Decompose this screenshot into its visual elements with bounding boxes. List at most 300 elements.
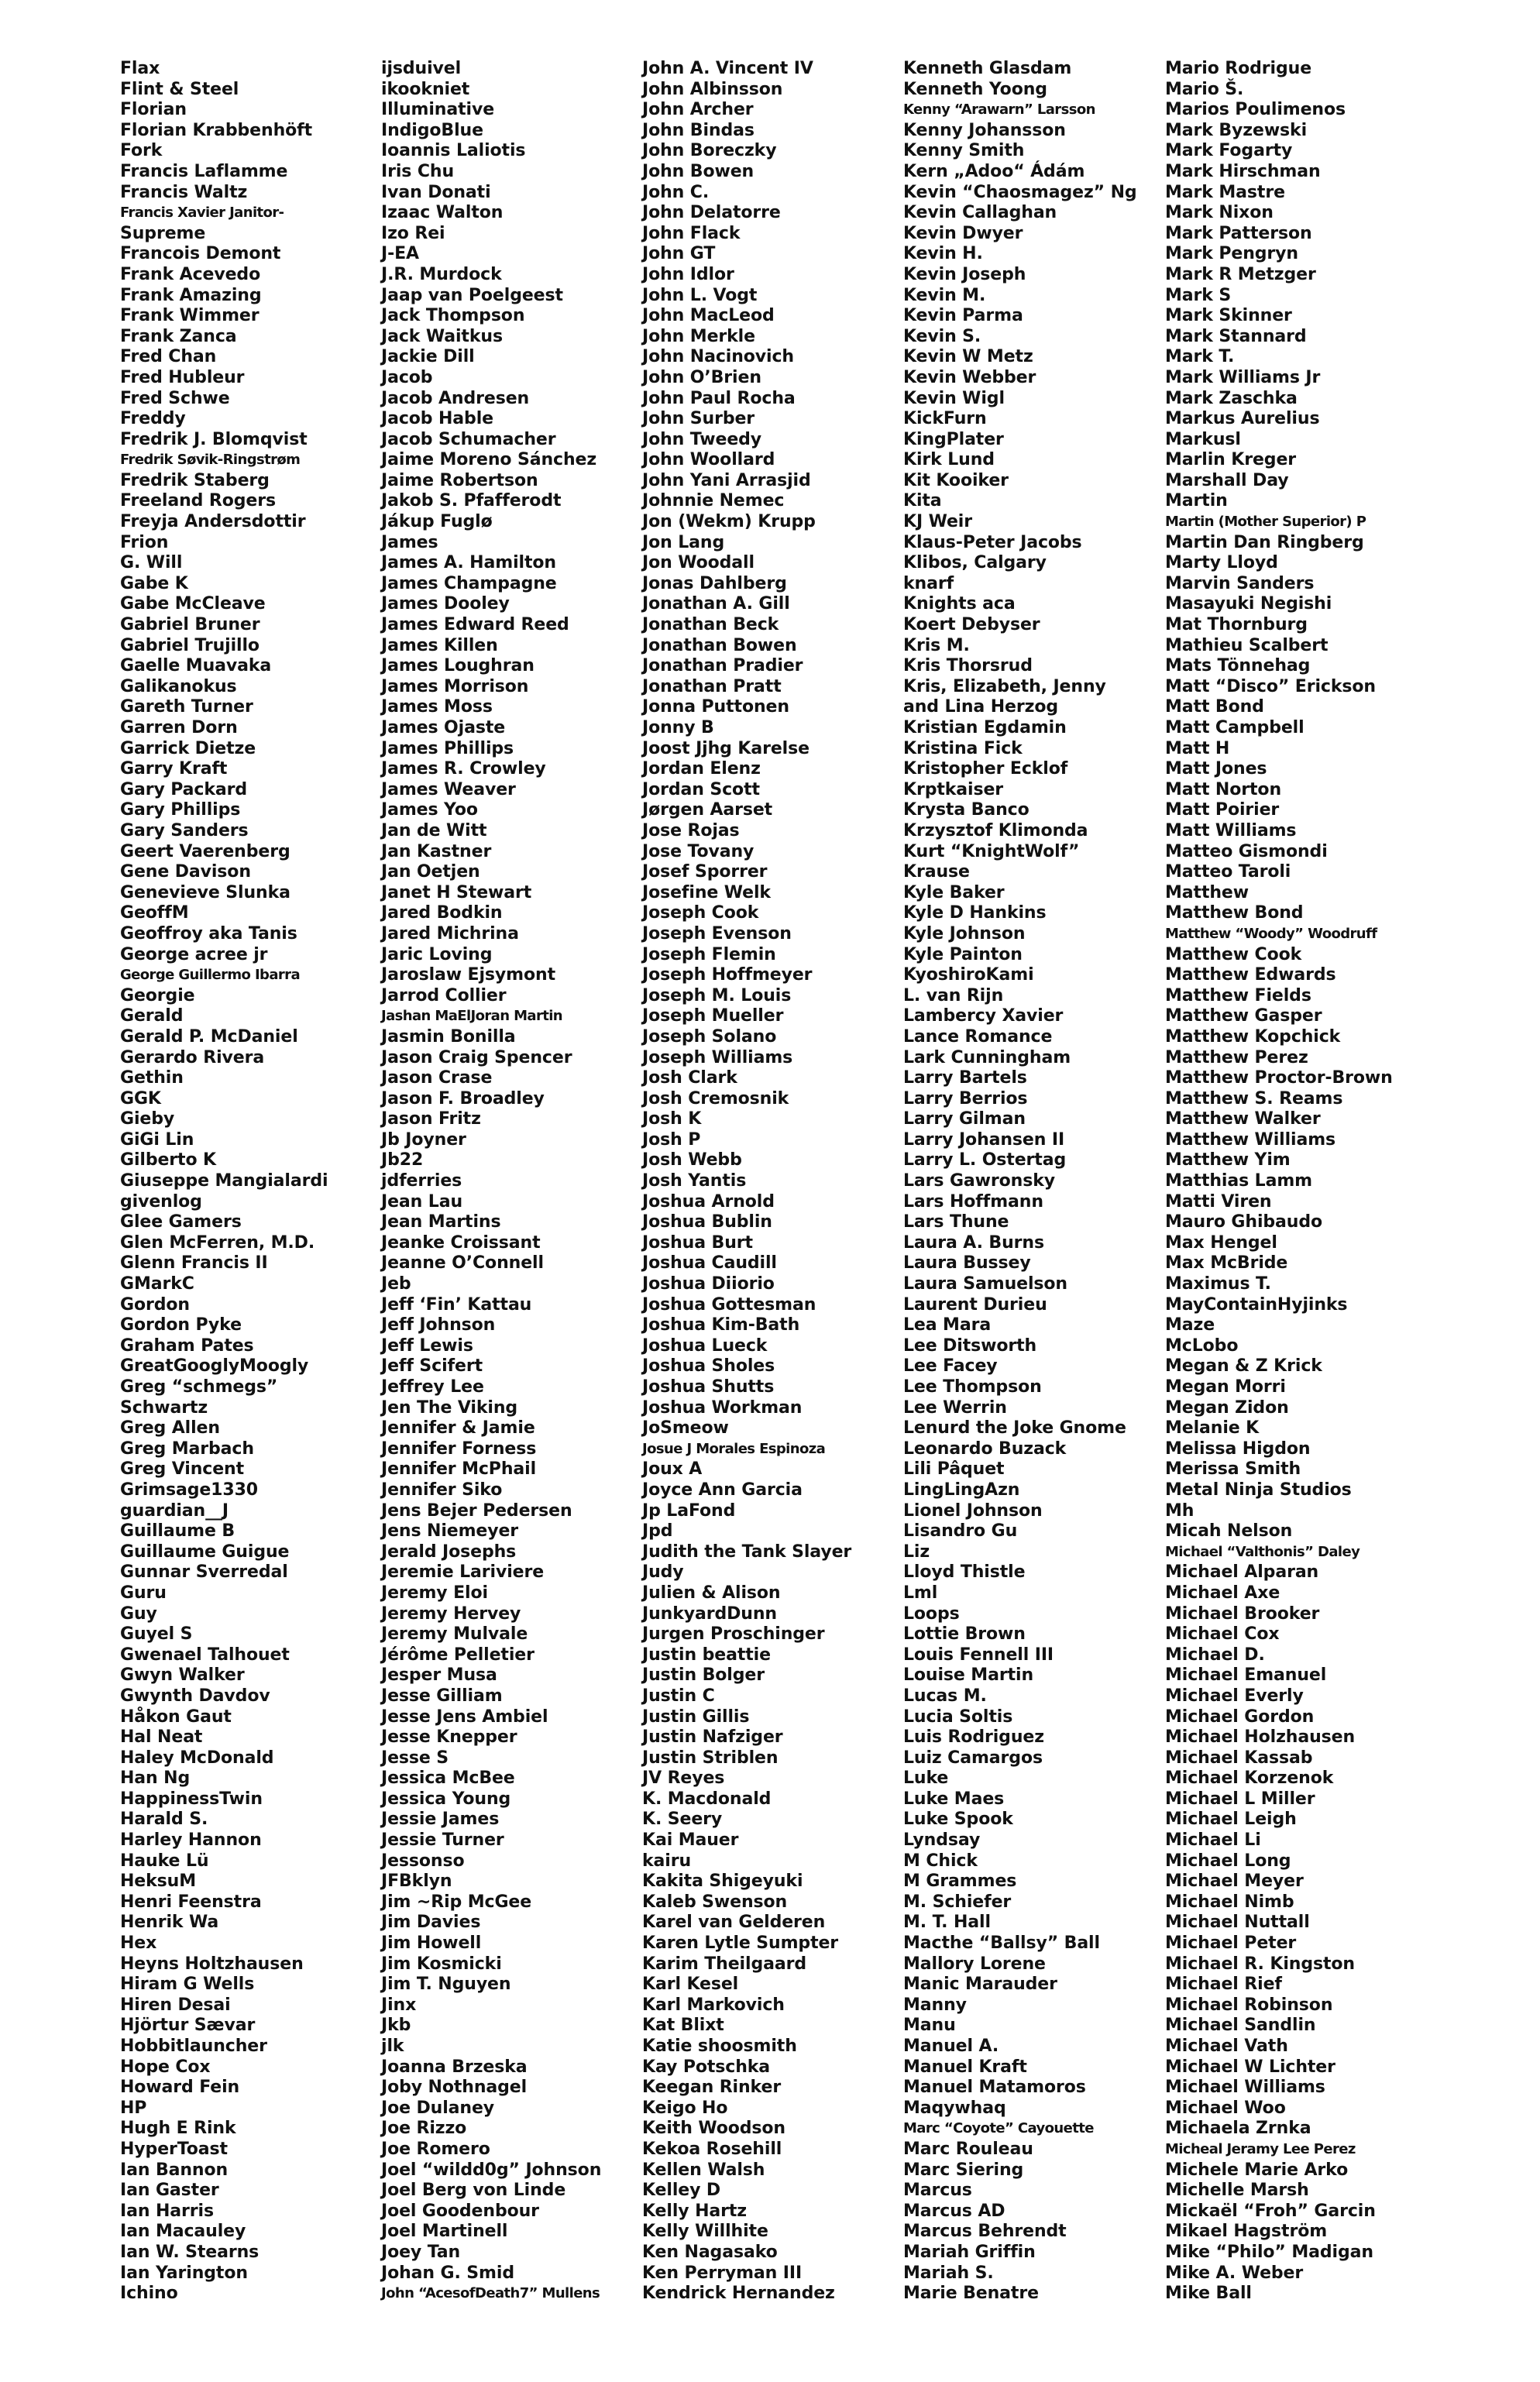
name-entry: jdferries xyxy=(381,1171,462,1191)
name-entry: Izaac Walton xyxy=(381,203,504,223)
name-entry: Marty Lloyd xyxy=(1165,553,1278,573)
name-entry: Joshua Sholes xyxy=(642,1356,775,1377)
name-entry: Greg Vincent xyxy=(120,1459,245,1480)
name-entry: Laura Samuelson xyxy=(903,1274,1067,1294)
name-entry: Jordan Elenz xyxy=(642,759,761,779)
name-entry: Michael Woo xyxy=(1165,2098,1286,2118)
name-entry: Matt Bond xyxy=(1165,697,1264,717)
name-entry: J.R. Murdock xyxy=(381,264,502,284)
name-entry: Supreme xyxy=(120,223,206,243)
name-entry: Luis Rodriguez xyxy=(903,1727,1044,1748)
name-entry: Jeanne O’Connell xyxy=(381,1253,544,1273)
names-column-2 xyxy=(381,59,645,2305)
name-entry: Mike “Philo” Madigan xyxy=(1165,2242,1373,2262)
name-entry: Kevin Callaghan xyxy=(903,203,1057,223)
name-entry: Michael Holzhausen xyxy=(1165,1727,1356,1748)
name-entry: Illuminative xyxy=(381,100,495,120)
name-entry: Jared Michrina xyxy=(381,923,519,944)
name-entry: James Weaver xyxy=(381,779,516,799)
name-entry: Josue J Morales Espinoza xyxy=(642,1440,826,1457)
name-entry: Jeanke Croissant xyxy=(381,1232,541,1253)
name-entry: Matt “Disco” Erickson xyxy=(1165,676,1376,696)
name-entry: Kevin Dwyer xyxy=(903,223,1023,243)
name-entry: Michael Li xyxy=(1165,1830,1261,1851)
name-entry: Josh Webb xyxy=(642,1150,742,1170)
name-entry: Kenny Johansson xyxy=(903,120,1066,140)
name-entry: Michael Emanuel xyxy=(1165,1665,1327,1686)
name-entry: Michael Sandlin xyxy=(1165,2016,1316,2036)
name-entry: Joey Tan xyxy=(381,2242,461,2262)
name-entry: McLobo xyxy=(1165,1335,1239,1356)
name-entry: Guillaume B xyxy=(120,1521,235,1542)
name-entry: Matti Viren xyxy=(1165,1191,1272,1212)
name-entry: Kelley D xyxy=(642,2181,721,2201)
name-entry: Larry Gilman xyxy=(903,1109,1026,1129)
name-entry: Gabe K xyxy=(120,573,188,593)
name-entry: Mark Pengryn xyxy=(1165,244,1298,264)
name-entry: Grimsage1330 xyxy=(120,1480,259,1500)
name-entry: Koert Debyser xyxy=(903,615,1040,635)
name-entry: Mallory Lorene xyxy=(903,1954,1046,1974)
name-entry: Max Hengel xyxy=(1165,1232,1277,1253)
name-entry: Jens Niemeyer xyxy=(381,1521,519,1542)
name-entry: Jpd xyxy=(642,1521,673,1542)
name-entry: Guru xyxy=(120,1583,167,1603)
name-entry: Mat Thornburg xyxy=(1165,615,1308,635)
name-entry: Michael L Miller xyxy=(1165,1789,1315,1809)
name-entry: Joel “wildd0g” Johnson xyxy=(381,2160,602,2180)
name-entry: Glen McFerren, M.D. xyxy=(120,1232,315,1253)
name-entry: Laura Bussey xyxy=(903,1253,1031,1273)
name-entry: Lee Thompson xyxy=(903,1377,1042,1397)
name-entry: Joseph Cook xyxy=(642,903,759,923)
name-entry: Mario Š. xyxy=(1165,79,1244,99)
name-entry: Gabe McCleave xyxy=(120,594,266,614)
name-entry: Kelly Willhite xyxy=(642,2222,768,2242)
name-entry: Micah Nelson xyxy=(1165,1521,1293,1542)
name-entry: Marcus Behrendt xyxy=(903,2222,1067,2242)
name-entry: Karen Lytle Sumpter xyxy=(642,1933,839,1954)
name-entry: Hauke Lü xyxy=(120,1851,209,1871)
name-entry: HyperToast xyxy=(120,2139,228,2159)
name-entry: Kevin H. xyxy=(903,244,983,264)
name-entry: Lee Ditsworth xyxy=(903,1335,1037,1356)
name-entry: Jeffrey Lee xyxy=(381,1377,484,1397)
name-entry: Lionel Johnson xyxy=(903,1500,1043,1521)
name-entry: Manuel A. xyxy=(903,2037,999,2056)
name-entry: Jaime Moreno Sánchez xyxy=(381,450,597,470)
name-entry: Michael Robinson xyxy=(1165,1995,1333,2015)
name-entry: Joseph Evenson xyxy=(642,923,792,944)
name-entry: Jose Tovany xyxy=(642,841,755,861)
name-entry: JunkyardDunn xyxy=(642,1603,777,1624)
name-entry: Jakob S. Pfafferodt xyxy=(381,491,562,511)
name-entry: Giuseppe Mangialardi xyxy=(120,1171,328,1191)
name-entry: Jacob Schumacher xyxy=(381,429,556,449)
name-entry: Mark S xyxy=(1165,285,1232,305)
name-entry: Ken Perryman III xyxy=(642,2263,803,2283)
name-entry: Marcus AD xyxy=(903,2201,1005,2221)
name-entry: Izo Rei xyxy=(381,223,445,243)
name-entry: Frank Zanca xyxy=(120,326,237,346)
name-entry: Josefine Welk xyxy=(642,882,771,902)
name-entry: Manuel Matamoros xyxy=(903,2078,1086,2098)
name-entry: Larry Bartels xyxy=(903,1068,1027,1088)
name-entry: knarf xyxy=(903,573,954,593)
name-entry: Marie Benatre xyxy=(903,2284,1039,2304)
name-entry: Josh P xyxy=(642,1129,701,1150)
name-entry: Lark Cunningham xyxy=(903,1047,1071,1067)
name-entry: Mh xyxy=(1165,1500,1195,1521)
name-entry: Jason Fritz xyxy=(381,1109,481,1129)
name-entry: Kirk Lund xyxy=(903,450,995,470)
name-entry: Max McBride xyxy=(1165,1253,1288,1273)
name-entry: Michael Kassab xyxy=(1165,1748,1313,1768)
name-entry: John Bowen xyxy=(642,161,755,181)
name-entry: Jeb xyxy=(381,1274,411,1294)
name-entry: Jacob Andresen xyxy=(381,388,530,408)
name-entry: Justin Gillis xyxy=(642,1707,750,1727)
name-entry: Jack Waitkus xyxy=(381,326,503,346)
name-entry: Kris Thorsrud xyxy=(903,656,1033,676)
name-entry: Lucia Soltis xyxy=(903,1707,1013,1727)
name-entry: M. T. Hall xyxy=(903,1913,991,1933)
name-entry: Heyns Holtzhausen xyxy=(120,1954,304,1974)
name-entry: Matteo Taroli xyxy=(1165,862,1291,882)
name-entry: Loops xyxy=(903,1603,960,1624)
name-entry: Jérôme Pelletier xyxy=(381,1645,535,1665)
name-entry: Lloyd Thistle xyxy=(903,1562,1026,1583)
name-entry: Gethin xyxy=(120,1068,184,1088)
name-entry: Jeff Johnson xyxy=(381,1315,496,1335)
name-entry: Galikanokus xyxy=(120,676,237,696)
name-entry: GiGi Lin xyxy=(120,1129,194,1150)
name-entry: Joshua Kim-Bath xyxy=(642,1315,800,1335)
name-entry: Francis Laflamme xyxy=(120,161,288,181)
name-entry: Hobbitlauncher xyxy=(120,2037,267,2056)
name-entry: Joel Berg von Linde xyxy=(381,2181,566,2201)
name-entry: Flint & Steel xyxy=(120,79,239,99)
name-entry: Ian Macauley xyxy=(120,2222,246,2242)
name-entry: James Dooley xyxy=(381,594,510,614)
name-entry: Mark Nixon xyxy=(1165,203,1274,223)
name-entry: Gieby xyxy=(120,1109,175,1129)
name-entry: John Surber xyxy=(642,409,755,429)
name-entry: Jeff Lewis xyxy=(381,1335,473,1356)
name-entry: Jon (Wekm) Krupp xyxy=(642,512,816,532)
name-entry: Jørgen Aarset xyxy=(642,800,773,820)
name-entry: L. van Rijn xyxy=(903,985,1004,1005)
name-entry: Justin beattie xyxy=(642,1645,771,1665)
name-entry: Jon Lang xyxy=(642,532,725,552)
name-entry: Francis Xavier Janitor- xyxy=(120,205,284,222)
name-entry: Haley McDonald xyxy=(120,1748,274,1768)
name-entry: John Archer xyxy=(642,100,754,120)
name-entry: Josh Cremosnik xyxy=(642,1088,789,1109)
name-entry: James Killen xyxy=(381,635,498,655)
name-entry: Matthew Yim xyxy=(1165,1150,1291,1170)
name-entry: Marc Rouleau xyxy=(903,2139,1033,2159)
name-entry: George Guillermo Ibarra xyxy=(120,967,300,984)
name-entry: JV Reyes xyxy=(642,1768,725,1789)
name-entry: James A. Hamilton xyxy=(381,553,556,573)
name-entry: Larry Berrios xyxy=(903,1088,1028,1109)
name-entry: Lee Werrin xyxy=(903,1397,1007,1418)
name-entry: Jesse S xyxy=(381,1748,449,1768)
name-entry: James Morrison xyxy=(381,676,529,696)
name-entry: James Yoo xyxy=(381,800,478,820)
name-entry: Jason Craig Spencer xyxy=(381,1047,572,1067)
name-entry: Kenny “Arawarn” Larsson xyxy=(903,101,1095,119)
name-entry: Fred Chan xyxy=(120,347,217,367)
name-entry: Gordon xyxy=(120,1294,190,1315)
name-entry: Florian xyxy=(120,100,187,120)
name-entry: Michael Alparan xyxy=(1165,1562,1319,1583)
name-entry: Jonny B xyxy=(642,718,714,737)
name-entry: Greg Allen xyxy=(120,1418,220,1438)
name-entry: Mark Patterson xyxy=(1165,223,1312,243)
name-entry: Jen The Viking xyxy=(381,1397,518,1418)
name-entry: Hope Cox xyxy=(120,2057,211,2077)
name-entry: Ian Bannon xyxy=(120,2160,229,2180)
names-column-3 xyxy=(642,59,906,2305)
name-entry: Mathieu Scalbert xyxy=(1165,635,1329,655)
name-entry: GMarkC xyxy=(120,1274,194,1294)
name-entry: Joost Jjhg Karelse xyxy=(642,738,810,758)
name-entry: JFBklyn xyxy=(381,1872,452,1892)
name-entry: Jennifer Siko xyxy=(381,1480,503,1500)
name-entry: Martin xyxy=(1165,491,1228,511)
name-entry: GreatGooglyMoogly xyxy=(120,1356,309,1377)
name-entry: Jaime Robertson xyxy=(381,470,538,490)
name-entry: Gwyn Walker xyxy=(120,1665,245,1686)
name-entry: Jennifer Forness xyxy=(381,1438,537,1459)
name-entry: John Flack xyxy=(642,223,741,243)
name-entry: Liz xyxy=(903,1542,930,1562)
name-entry: Krause xyxy=(903,862,970,882)
name-entry: Jesse Jens Ambiel xyxy=(381,1707,548,1727)
name-entry: Krysta Banco xyxy=(903,800,1030,820)
name-entry: Joel Goodenbour xyxy=(381,2201,539,2221)
name-entry: Michael Rief xyxy=(1165,1975,1282,1995)
name-entry: Hiren Desai xyxy=(120,1995,231,2015)
name-entry: Matt Poirier xyxy=(1165,800,1280,820)
name-entry: Kyle D Hankins xyxy=(903,903,1047,923)
name-entry: Matt Jones xyxy=(1165,759,1267,779)
name-entry: Jim Kosmicki xyxy=(381,1954,502,1974)
name-entry: Krzysztof Klimonda xyxy=(903,820,1088,840)
name-entry: Laura A. Burns xyxy=(903,1232,1044,1253)
name-entry: Lucas M. xyxy=(903,1686,987,1706)
name-entry: George acree jr xyxy=(120,944,268,964)
name-entry: J-EA xyxy=(381,244,419,264)
name-entry: John L. Vogt xyxy=(642,285,758,305)
name-entry: Mario Rodrigue xyxy=(1165,59,1312,78)
name-entry: Michael Meyer xyxy=(1165,1872,1304,1892)
name-entry: Lance Romance xyxy=(903,1026,1053,1047)
name-entry: Melissa Higdon xyxy=(1165,1438,1311,1459)
names-column-5 xyxy=(1165,59,1428,2305)
name-entry: John Woollard xyxy=(642,450,775,470)
name-entry: Michael Nimb xyxy=(1165,1892,1294,1912)
name-entry: Francois Demont xyxy=(120,244,281,264)
name-entry: Jesper Musa xyxy=(381,1665,497,1686)
name-entry: Jasmin Bonilla xyxy=(381,1026,516,1047)
name-entry: Han Ng xyxy=(120,1768,191,1789)
name-entry: Karel van Gelderen xyxy=(642,1913,826,1933)
name-entry: Fredrik Søvik-Ringstrøm xyxy=(120,452,301,469)
name-entry: Jesse Knepper xyxy=(381,1727,517,1748)
name-entry: Hugh E Rink xyxy=(120,2119,236,2139)
names-column-4 xyxy=(903,59,1167,2305)
name-entry: Lea Mara xyxy=(903,1315,992,1335)
names-column-1 xyxy=(120,59,383,2305)
name-entry: John C. xyxy=(642,182,710,202)
name-entry: Mark Stannard xyxy=(1165,326,1307,346)
name-entry: and Lina Herzog xyxy=(903,697,1058,717)
name-entry: Joyce Ann Garcia xyxy=(642,1480,803,1500)
name-entry: Gene Davison xyxy=(120,862,251,882)
name-entry: Kit Kooiker xyxy=(903,470,1009,490)
name-entry: Marios Poulimenos xyxy=(1165,100,1346,120)
name-entry: Fred Schwe xyxy=(120,388,230,408)
name-entry: GeoffM xyxy=(120,903,189,923)
name-entry: James xyxy=(381,532,438,552)
name-entry: Harley Hannon xyxy=(120,1830,262,1851)
name-entry: Matthew Kopchick xyxy=(1165,1026,1341,1047)
name-entry: James R. Crowley xyxy=(381,759,546,779)
name-entry: Howard Fein xyxy=(120,2078,240,2098)
name-entry: John Bindas xyxy=(642,120,755,140)
name-entry: Joseph Mueller xyxy=(642,1006,784,1026)
name-entry: Megan & Z Krick xyxy=(1165,1356,1322,1377)
name-entry: Michaela Zrnka xyxy=(1165,2119,1311,2139)
name-entry: Joshua Burt xyxy=(642,1232,753,1253)
name-entry: Gary Packard xyxy=(120,779,248,799)
name-entry: Håkon Gaut xyxy=(120,1707,232,1727)
name-entry: Matthew Gasper xyxy=(1165,1006,1322,1026)
name-entry: Glenn Francis II xyxy=(120,1253,268,1273)
name-entry: Frank Wimmer xyxy=(120,306,260,326)
name-entry: Mariah Griffin xyxy=(903,2242,1036,2262)
name-entry: Kevin S. xyxy=(903,326,981,346)
name-entry: Jennifer McPhail xyxy=(381,1459,537,1480)
name-entry: Michael R. Kingston xyxy=(1165,1954,1355,1974)
name-entry: John Boreczky xyxy=(642,141,777,161)
name-entry: Kevin W Metz xyxy=(903,347,1033,367)
name-entry: Joe Dulaney xyxy=(381,2098,495,2118)
name-entry: Jeff Scifert xyxy=(381,1356,483,1377)
name-entry: Kevin Wigl xyxy=(903,388,1005,408)
name-entry: KJ Weir xyxy=(903,512,972,532)
name-entry: Johnnie Nemec xyxy=(642,491,785,511)
name-entry: Genevieve Slunka xyxy=(120,882,290,902)
name-entry: MayContainHyjinks xyxy=(1165,1294,1348,1315)
name-entry: James Champagne xyxy=(381,573,557,593)
name-entry: Freyja Andersdottir xyxy=(120,512,306,532)
name-entry: Michael Brooker xyxy=(1165,1603,1320,1624)
name-entry: Ivan Donati xyxy=(381,182,491,202)
name-entry: Jonathan A. Gill xyxy=(642,594,790,614)
name-entry: Jeremy Hervey xyxy=(381,1603,521,1624)
name-entry: Kenneth Yoong xyxy=(903,79,1047,99)
name-entry: Klaus-Peter Jacobs xyxy=(903,532,1082,552)
name-entry: Matthew S. Reams xyxy=(1165,1088,1343,1109)
name-entry: Jkb xyxy=(381,2016,411,2036)
name-entry: Gunnar Sverredal xyxy=(120,1562,288,1583)
name-entry: Flax xyxy=(120,59,160,78)
name-entry: Jonathan Bowen xyxy=(642,635,797,655)
name-entry: Joshua Workman xyxy=(642,1397,803,1418)
name-entry: Jon Woodall xyxy=(642,553,755,573)
name-entry: Louise Martin xyxy=(903,1665,1034,1686)
name-entry: John O’Brien xyxy=(642,367,761,387)
name-entry: Michael Leigh xyxy=(1165,1810,1297,1830)
name-entry: Garry Kraft xyxy=(120,759,228,779)
name-entry: M. Schiefer xyxy=(903,1892,1012,1912)
name-entry: Michael Cox xyxy=(1165,1624,1280,1645)
name-entry: Mariah S. xyxy=(903,2263,994,2283)
name-entry: Jashan MaElJoran Martin xyxy=(381,1008,563,1025)
name-entry: Ken Nagasako xyxy=(642,2242,778,2262)
name-entry: Keigo Ho xyxy=(642,2098,728,2118)
name-entry: Marvin Sanders xyxy=(1165,573,1315,593)
name-entry: Geert Vaerenberg xyxy=(120,841,290,861)
name-entry: Gerald xyxy=(120,1006,184,1026)
name-entry: Joel Martinell xyxy=(381,2222,508,2242)
name-entry: Lars Gawronsky xyxy=(903,1171,1055,1191)
name-entry: guardian__J xyxy=(120,1500,229,1521)
name-entry: John MacLeod xyxy=(642,306,775,326)
name-entry: Julien & Alison xyxy=(642,1583,781,1603)
name-entry: Iris Chu xyxy=(381,161,454,181)
name-entry: Matthew Proctor-Brown xyxy=(1165,1068,1393,1088)
name-entry: Larry Johansen II xyxy=(903,1129,1065,1150)
name-entry: Justin Striblen xyxy=(642,1748,779,1768)
name-entry: Jessica McBee xyxy=(381,1768,515,1789)
name-entry: Mickaël “Froh” Garcin xyxy=(1165,2201,1376,2221)
name-entry: Michael Gordon xyxy=(1165,1707,1315,1727)
name-entry: Jim Howell xyxy=(381,1933,482,1954)
name-entry: Mats Tönnehag xyxy=(1165,656,1311,676)
name-entry: Henrik Wa xyxy=(120,1913,219,1933)
name-entry: Luiz Camargos xyxy=(903,1748,1043,1768)
name-entry: Frank Amazing xyxy=(120,285,262,305)
name-entry: James Edward Reed xyxy=(381,615,569,635)
name-entry: Kyle Baker xyxy=(903,882,1005,902)
name-entry: Kelly Hartz xyxy=(642,2201,747,2221)
name-entry: Kat Blixt xyxy=(642,2016,724,2036)
name-entry: Joshua Caudill xyxy=(642,1253,777,1273)
name-entry: Jim ~Rip McGee xyxy=(381,1892,532,1912)
name-entry: Lml xyxy=(903,1583,938,1603)
name-entry: Jerald Josephs xyxy=(381,1542,517,1562)
name-entry: Janet H Stewart xyxy=(381,882,532,902)
name-entry: Ian Gaster xyxy=(120,2181,219,2201)
name-entry: Jp LaFond xyxy=(642,1500,736,1521)
name-entry: Mark Fogarty xyxy=(1165,141,1293,161)
name-entry: Jared Bodkin xyxy=(381,903,503,923)
name-entry: Joanna Brzeska xyxy=(381,2057,528,2077)
name-entry: Jessonso xyxy=(381,1851,465,1871)
name-entry: Fredrik Staberg xyxy=(120,470,270,490)
name-entry: Megan Zidon xyxy=(1165,1397,1289,1418)
name-entry: Joshua Shutts xyxy=(642,1377,775,1397)
name-entry: Jessica Young xyxy=(381,1789,511,1809)
name-entry: Matthew Fields xyxy=(1165,985,1311,1005)
name-entry: Jonna Puttonen xyxy=(642,697,789,717)
name-entry: Metal Ninja Studios xyxy=(1165,1480,1352,1500)
